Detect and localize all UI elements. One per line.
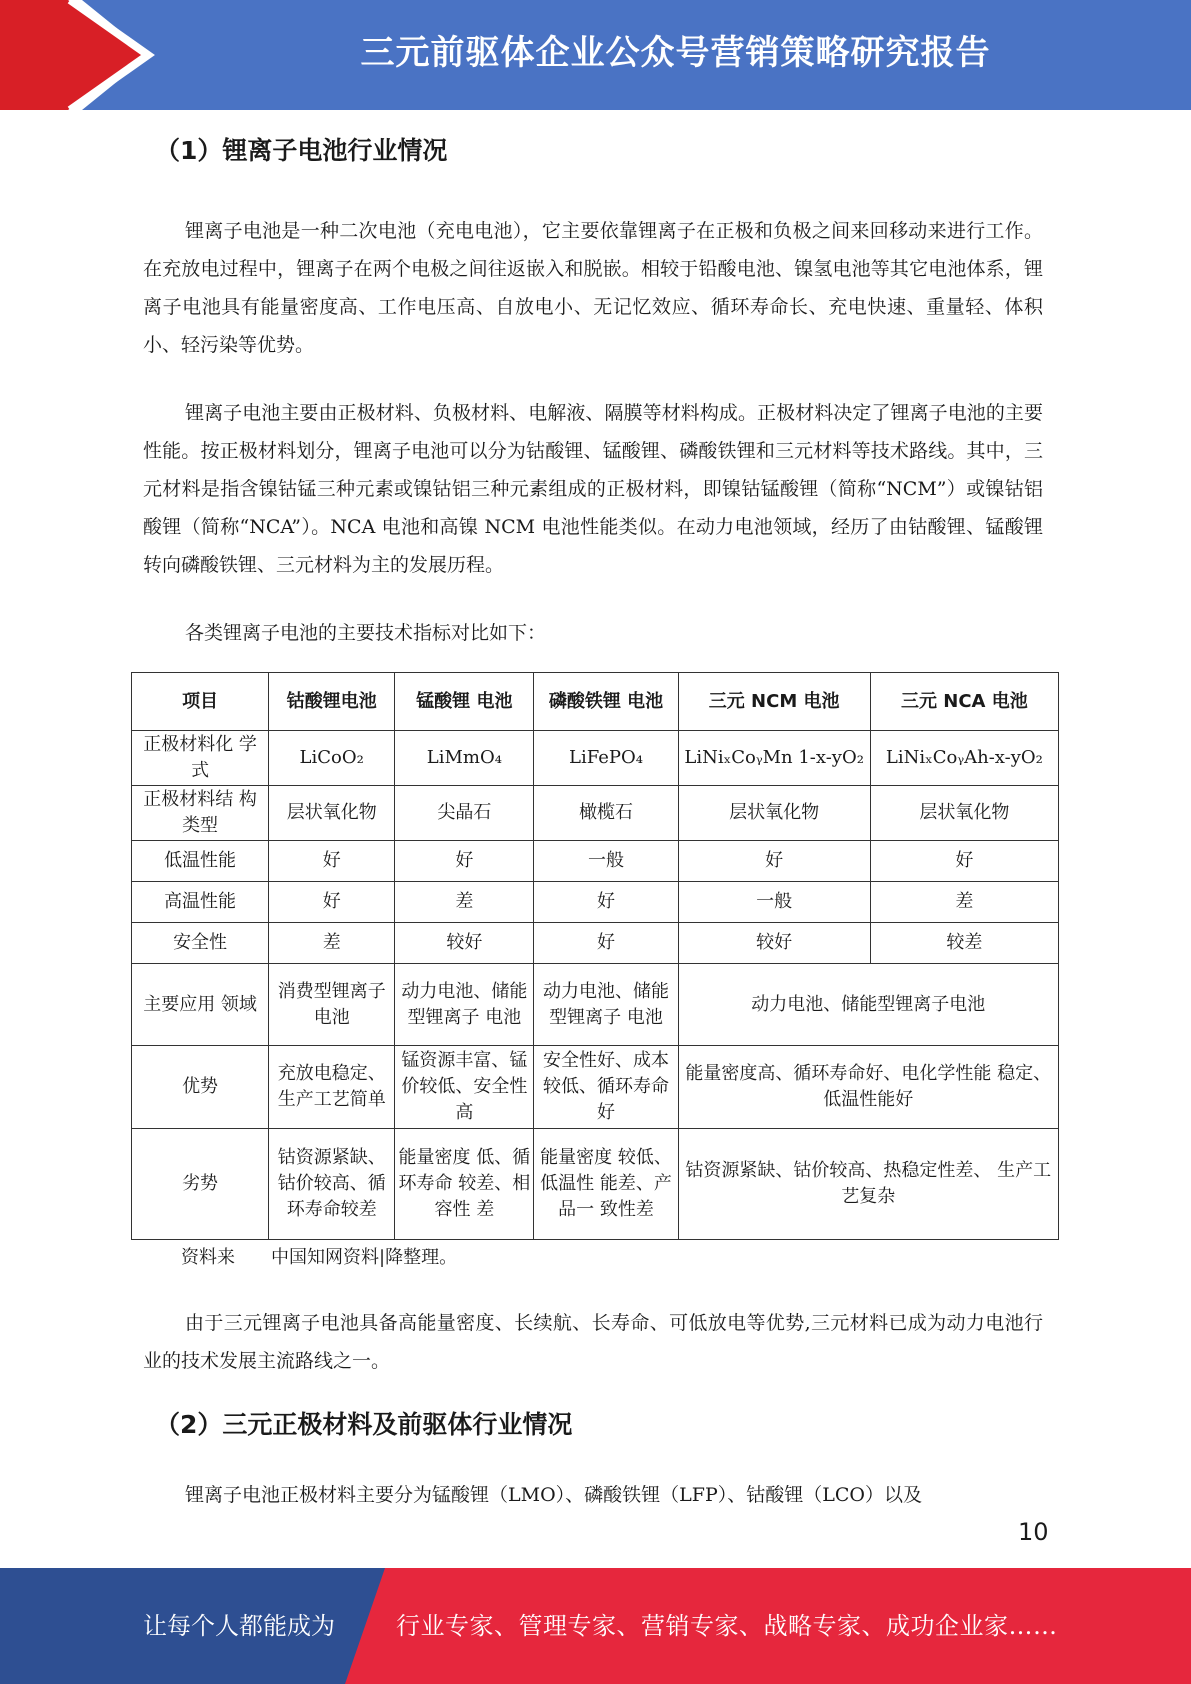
header-arrow-decoration [0,0,200,110]
table-cell: 尖晶石 [395,786,534,841]
table-row [132,1046,1059,1129]
table-cell: 较好 [678,923,870,964]
table-cell: 动力电池、储能型锂离子 电池 [395,964,534,1046]
table-cell: 层状氧化物 [269,786,395,841]
table-cell: 充放电稳定、生产工艺简单 [269,1046,395,1129]
table-header-cell: 三元 NCM 电池 [678,673,870,731]
row-label: 高温性能 [132,882,269,923]
table-row [132,731,1059,786]
table-cell: 层状氧化物 [870,786,1058,841]
table-header-cell: 钴酸锂电池 [269,673,395,731]
lower-content [143,1304,1043,1514]
table-cell: 好 [269,882,395,923]
table-row [132,964,1059,1046]
section1-paragraph-3: 各类锂离子电池的主要技术指标对比如下： [185,622,547,644]
table-cell: 层状氧化物 [678,786,870,841]
row-label: 低温性能 [132,841,269,882]
table-header-cell: 项目 [132,673,269,731]
table-cell: 一般 [534,841,678,882]
table-cell: 差 [269,923,395,964]
table-cell: 差 [395,882,534,923]
table-cell: 好 [269,841,395,882]
table-cell: 差 [870,882,1058,923]
table-cell: LiNiₓCoᵧAh-x-yO₂ [870,731,1058,786]
table-cell: 能量密度高、循环寿命好、电化学性能 稳定、低温性能好 [678,1046,1058,1129]
footer-bar [0,1568,1191,1684]
row-label: 优势 [132,1046,269,1129]
table-cell: 好 [534,923,678,964]
table-cell: 较差 [870,923,1058,964]
table-cell: 安全性好、成本较低、循环寿命好 [534,1046,678,1129]
table-cell: 能量密度 低、循环寿命 较差、相容性 差 [395,1129,534,1240]
table-cell: LiCoO₂ [269,731,395,786]
table-cell: 锰资源丰富、锰价较低、安全性高 [395,1046,534,1129]
table-cell: LiFePO₄ [534,731,678,786]
battery-comparison-table [131,672,1059,1240]
page-number: 10 [1018,1518,1049,1546]
table-cell: 一般 [678,882,870,923]
report-title: 三元前驱体企业公众号营销策略研究报告 [360,33,991,73]
header-bar [0,0,1191,110]
table-row [132,882,1059,923]
table-cell: 好 [678,841,870,882]
row-label: 正极材料化 学式 [132,731,269,786]
table-cell: 橄榄石 [534,786,678,841]
section2-heading: （2）三元正极材料及前驱体行业情况 [155,1410,573,1439]
table-cell: LiMmO₄ [395,731,534,786]
table-source-note: 资料来 中国知网资料|降整理。 [181,1247,458,1268]
table-header-cell: 锰酸锂 电池 [395,673,534,731]
table-cell: 钴资源紧缺、钴价较高、循环寿命较差 [269,1129,395,1240]
table-row [132,841,1059,882]
section1-heading: （1）锂离子电池行业情况 [155,136,448,165]
table-cell: 能量密度 较低、低温性 能差、产品一 致性差 [534,1129,678,1240]
table-row [132,1129,1059,1240]
footer-slogan-right: 行业专家、管理专家、营销专家、战略专家、成功企业家…… [396,1612,1058,1640]
row-label: 安全性 [132,923,269,964]
table-cell: 消费型锂离子电池 [269,964,395,1046]
table-cell: 动力电池、储能型锂离子 电池 [534,964,678,1046]
table-cell: 好 [534,882,678,923]
table-cell: 好 [870,841,1058,882]
row-label: 主要应用 领域 [132,964,269,1046]
table-cell: 动力电池、储能型锂离子电池 [678,964,1058,1046]
table-cell: 较好 [395,923,534,964]
table-cell: 好 [395,841,534,882]
section1-paragraph-2: 锂离子电池主要由正极材料、负极材料、电解液、隔膜等材料构成。正极材料决定了锂离子电池的主要性能。按正极材料划分，锂离子电池可以分为钴酸锂、锰酸锂、磷酸铁锂和三元材料等技术路线。其中，三元材料是指含镍钴锰三种元素或镍钴铝三种元素组成的正极材料，即镍钴锰酸锂（简称“NCM”）或镍钴铝酸锂（简称“NCA”）。NCA 电池和高镍 NCM 电池性能类似。在动力电池领域，经历了由钴酸锂、锰酸锂转向磷酸铁锂、三元材料为主的发展历程。 [143,402,1043,576]
section2-paragraph-1: 锂离子电池正极材料主要分为锰酸锂（LMO）、磷酸铁锂（LFP）、钴酸锂（LCO）以及 [185,1484,922,1506]
section1-paragraph-4: 由于三元锂离子电池具备高能量密度、长续航、长寿命、可低放电等优势,三元材料已成为动力电池行业的技术发展主流路线之一。 [143,1312,1043,1372]
row-label: 正极材料结 构类型 [132,786,269,841]
table-header-cell: 磷酸铁锂 电池 [534,673,678,731]
table-cell: LiNiₓCoᵧMn 1-x-yO₂ [678,731,870,786]
table-row [132,786,1059,841]
row-label: 劣势 [132,1129,269,1240]
section1-paragraph-1: 锂离子电池是一种二次电池（充电电池），它主要依靠锂离子在正极和负极之间来回移动来进行工作。在充放电过程中，锂离子在两个电极之间往返嵌入和脱嵌。相较于铅酸电池、镍氢电池等其它电池体系，锂离子电池具有能量密度高、工作电压高、自放电小、无记忆效应、循环寿命长、充电快速、重量轻、体积小、轻污染等优势。 [143,220,1043,356]
table-row [132,923,1059,964]
table-header-row [132,673,1059,731]
main-content [143,118,1043,652]
table-header-cell: 三元 NCA 电池 [870,673,1058,731]
footer-slogan-left: 让每个人都能成为 [143,1612,335,1640]
table-cell: 钴资源紧缺、钴价较高、热稳定性差、 生产工艺复杂 [678,1129,1058,1240]
